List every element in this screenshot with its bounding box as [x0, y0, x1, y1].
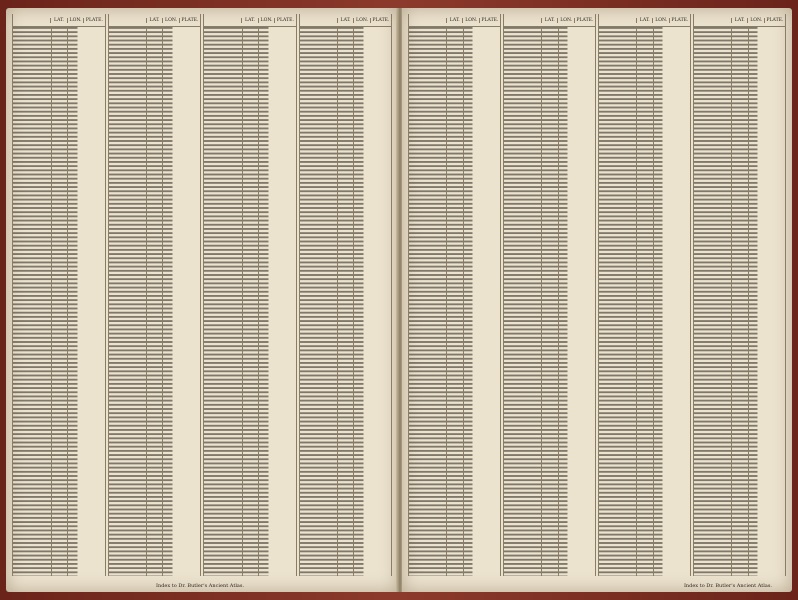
column-header: LAT. LON. PLATE.	[109, 14, 201, 27]
index-entries	[599, 27, 690, 576]
index-column	[598, 14, 691, 576]
right-index-columns	[408, 14, 786, 576]
column-header: LAT. LON. PLATE.	[504, 14, 595, 27]
index-column	[12, 14, 106, 576]
column-header: LAT. LON. PLATE.	[13, 14, 105, 27]
index-column	[299, 14, 393, 576]
index-entries	[694, 27, 785, 576]
column-header: LAT. LON. PLATE.	[599, 14, 690, 27]
page-footer: Index to Dr. Butler's Ancient Atlas.	[156, 583, 245, 589]
index-entries	[409, 27, 500, 576]
index-column	[693, 14, 786, 576]
index-entries	[504, 27, 595, 576]
column-header: LAT. LON. PLATE.	[204, 14, 296, 27]
column-header: LAT. LON. PLATE.	[300, 14, 392, 27]
right-page	[402, 8, 792, 592]
index-entries	[13, 27, 105, 576]
page-footer: Index to Dr. Butler's Ancient Atlas.	[683, 583, 772, 589]
column-header: LAT. LON. PLATE.	[694, 14, 785, 27]
index-column	[108, 14, 202, 576]
index-entries	[300, 27, 392, 576]
left-index-columns	[12, 14, 392, 576]
left-page	[6, 8, 398, 592]
index-entries	[109, 27, 201, 576]
index-entries	[204, 27, 296, 576]
index-column	[408, 14, 501, 576]
column-header: LAT. LON. PLATE.	[409, 14, 500, 27]
index-column	[503, 14, 596, 576]
index-column	[203, 14, 297, 576]
